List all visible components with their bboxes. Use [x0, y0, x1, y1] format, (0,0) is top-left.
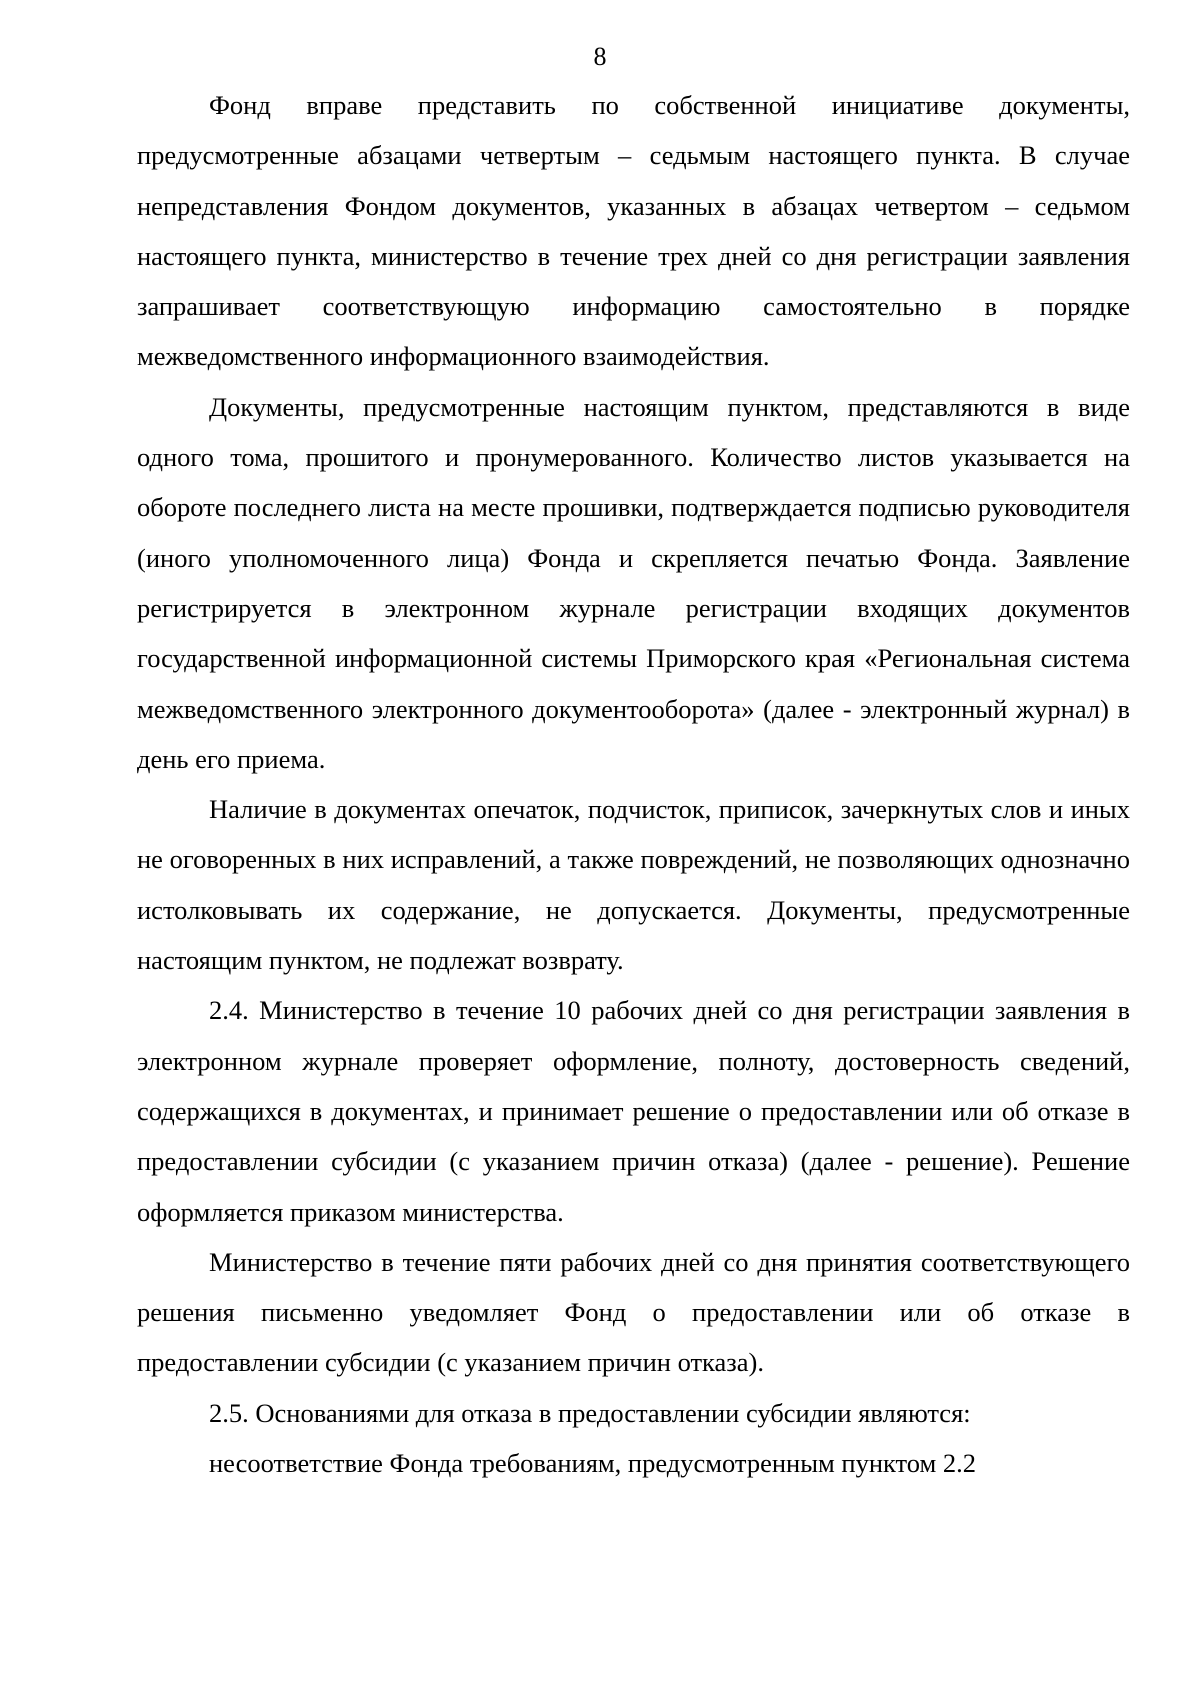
- paragraph: Министерство в течение пяти рабочих дней со дня принятия соответствующего решения письменно уведомляет Фонд о предоставлении или об отказе в предоставлении субсидии (с указанием причин отказа).: [137, 1246, 1130, 1378]
- document-body: [137, 80, 1130, 1488]
- paragraph: Фонд вправе представить по собственной инициативе документы, предусмотренные абзацами четвертым – седьмым настоящего пункта. В случае непредставления Фондом документов, указанных в абзацах четвертом – седьмом настоящего пункта, министерство в течение трех дней со дня регистрации заявления запрашивает соответствующую информацию самостоятельно в порядке межведомственного информационного взаимодействия.: [137, 90, 1130, 372]
- paragraph: 2.4. Министерство в течение 10 рабочих дней со дня регистрации заявления в электронном журнале проверяет оформление, полноту, достоверность сведений, содержащихся в документах, и принимает решение о предоставлении или об отказе в предоставлении субсидии (с указанием причин отказа) (далее - решение). Решение оформляется приказом министерства.: [137, 995, 1130, 1227]
- paragraph: Документы, предусмотренные настоящим пунктом, представляются в виде одного тома, прошитого и пронумерованного. Количество листов указывается на обороте последнего листа на месте прошивки, подтверждается подписью руководителя (иного уполномоченного лица) Фонда и скрепляется печатью Фонда. Заявление регистрируется в электронном журнале регистрации входящих документов государственной информационной системы Приморского края «Региональная система межведомственного электронного документооборота» (далее - электронный журнал) в день его приема.: [137, 391, 1130, 774]
- paragraph: Наличие в документах опечаток, подчисток, приписок, зачеркнутых слов и иных не оговоренных в них исправлений, а также повреждений, не позволяющих однозначно истолковывать их содержание, не допускается. Документы, предусмотренные настоящим пунктом, не подлежат возврату.: [137, 794, 1130, 976]
- page-number: 8: [593, 42, 607, 71]
- paragraph: 2.5. Основаниями для отказа в предоставлении субсидии являются:: [209, 1397, 971, 1428]
- paragraph: несоответствие Фонда требованиям, предусмотренным пунктом 2.2: [209, 1448, 977, 1479]
